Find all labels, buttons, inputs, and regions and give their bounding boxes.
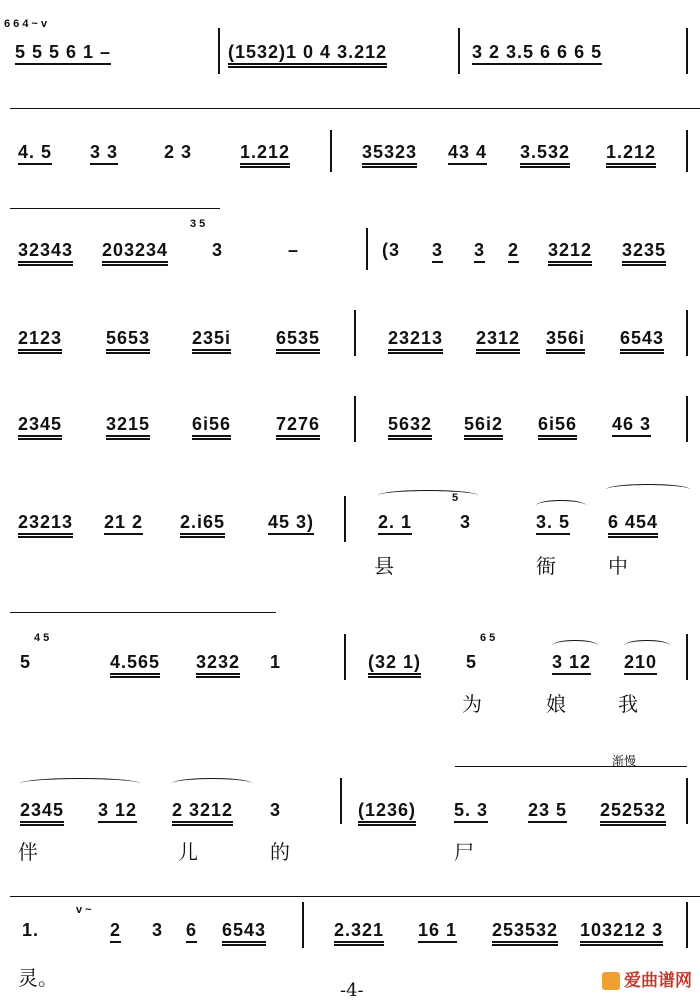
slur (536, 500, 586, 511)
barline (302, 902, 304, 948)
barline (354, 396, 356, 442)
note-group: 5632 (388, 414, 432, 440)
note-group: 5 (20, 652, 32, 672)
note-group: 4. 5 (18, 142, 52, 165)
note-group: 6535 (276, 328, 320, 354)
barline (330, 130, 332, 172)
lyric: 县 (374, 554, 394, 578)
note-group: 3 12 (98, 800, 137, 823)
note-group: 2345 (18, 414, 62, 440)
grace-mark: 3 5 (190, 218, 206, 230)
slur (624, 640, 670, 651)
barline (218, 28, 220, 74)
note-group: 5 (466, 652, 478, 672)
note-group: 2312 (476, 328, 520, 354)
note-group: 3 12 (552, 652, 591, 675)
phrase-line (10, 208, 220, 209)
note-group: 3215 (106, 414, 150, 440)
lyric: 我 (618, 692, 638, 716)
note-group: 23213 (18, 512, 73, 538)
note-group: 3 (270, 800, 282, 820)
note-group: 6543 (620, 328, 664, 354)
note-group: 356i (546, 328, 585, 354)
score-row-5 (0, 390, 700, 470)
slur (606, 484, 690, 495)
barline (366, 228, 368, 270)
note-group: 103212 3 (580, 920, 663, 946)
note-group: 210 (624, 652, 657, 675)
note-group: 2 (508, 240, 519, 263)
note-group: 56i2 (464, 414, 503, 440)
slur (378, 490, 478, 501)
grace-mark: 6 5 (480, 632, 496, 644)
phrase-line (455, 766, 687, 767)
note-group: 1. (22, 920, 40, 940)
note-group: 6 (186, 920, 197, 943)
note-group: 6 454 (608, 512, 658, 538)
lyric: 为 (462, 692, 482, 716)
lyric: 娘 (546, 692, 566, 716)
barline (686, 902, 688, 948)
barline (340, 778, 342, 824)
barline (686, 396, 688, 442)
score-row-7 (0, 620, 700, 730)
barline (686, 778, 688, 824)
note-group: 23213 (388, 328, 443, 354)
score-row-9 (0, 894, 700, 994)
grace-mark: 5 (452, 492, 459, 504)
page-number: -4- (340, 980, 364, 1001)
watermark-text: 爱曲谱网 (624, 971, 692, 991)
note-group: 3 (212, 240, 224, 260)
note-group: 6543 (222, 920, 266, 946)
lyric: 尸 (454, 840, 474, 864)
lyric: 中 (608, 554, 628, 578)
note-group: 3 (432, 240, 443, 263)
note-group: 1.212 (606, 142, 656, 168)
barline (686, 310, 688, 356)
lyric: 儿 (178, 840, 198, 864)
score-row-1 (0, 0, 700, 80)
lyric: 的 (270, 840, 290, 864)
note-group: 43 4 (448, 142, 487, 165)
lyric: 衙 (536, 554, 556, 578)
note-group: (3 (382, 240, 401, 260)
note-group: 21 2 (104, 512, 143, 535)
note-group: 2.i65 (180, 512, 225, 538)
watermark-logo (602, 966, 692, 991)
score-row-3 (0, 210, 700, 290)
score-row-8 (0, 748, 700, 868)
note-group: 203234 (102, 240, 168, 266)
lyric: 伴 (18, 840, 38, 864)
barline (344, 634, 346, 680)
note-group: 6i56 (192, 414, 231, 440)
note-group: 16 1 (418, 920, 457, 943)
note-group: 3 (152, 920, 164, 940)
barline (354, 310, 356, 356)
note-group: (1236) (358, 800, 416, 826)
note-group: 2.321 (334, 920, 384, 946)
note-group: 6i56 (538, 414, 577, 440)
note-group: 3. 5 (536, 512, 570, 535)
note-group: (32 1) (368, 652, 421, 678)
note-group: 2123 (18, 328, 62, 354)
score-row-4 (0, 300, 700, 380)
note-group: 3 2 3.5 6 6 6 5 (472, 42, 602, 65)
note-group: 4.565 (110, 652, 160, 678)
note-group: 1.212 (240, 142, 290, 168)
barline (458, 28, 460, 74)
note-group: (1532)1 0 4 3.212 (228, 42, 387, 68)
note-group: 32343 (18, 240, 73, 266)
note-group: 23 5 (528, 800, 567, 823)
barline (686, 130, 688, 172)
note-group: 5 5 5 6 1 – (15, 42, 111, 65)
note-group: 2345 (20, 800, 64, 826)
slur (20, 778, 140, 789)
lyric: 灵。 (18, 966, 58, 990)
note-group: 2 3 (164, 142, 193, 162)
slur (172, 778, 252, 789)
grace-mark: 6 6 4 ~ v (4, 18, 48, 30)
note-group: 5653 (106, 328, 150, 354)
note-group: 2 3212 (172, 800, 233, 826)
phrase-line (10, 612, 276, 613)
barline (686, 28, 688, 74)
grace-mark: v ~ (76, 904, 92, 916)
note-icon (602, 972, 620, 990)
score-row-6 (0, 470, 700, 580)
note-group: 3 (474, 240, 485, 263)
note-group: 2. 1 (378, 512, 412, 535)
phrase-line (10, 108, 700, 109)
note-group: 3 3 (90, 142, 118, 165)
note-group: 7276 (276, 414, 320, 440)
note-group: 3.532 (520, 142, 570, 168)
note-group: 235i (192, 328, 231, 354)
score-row-2 (0, 110, 700, 190)
note-group: 253532 (492, 920, 558, 946)
barline (686, 634, 688, 680)
note-group: 45 3) (268, 512, 314, 535)
note-group: 3235 (622, 240, 666, 266)
note-group: 3232 (196, 652, 240, 678)
note-group: 252532 (600, 800, 666, 826)
slur (552, 640, 598, 651)
note-group: 1 (270, 652, 282, 672)
note-group: 3 (460, 512, 472, 532)
note-group: – (288, 240, 300, 260)
note-group: 46 3 (612, 414, 651, 437)
note-group: 5. 3 (454, 800, 488, 823)
note-group: 3212 (548, 240, 592, 266)
grace-mark: 4 5 (34, 632, 50, 644)
barline (344, 496, 346, 542)
note-group: 35323 (362, 142, 417, 168)
tempo-marking: 渐慢 (612, 754, 637, 768)
note-group: 2 (110, 920, 121, 943)
